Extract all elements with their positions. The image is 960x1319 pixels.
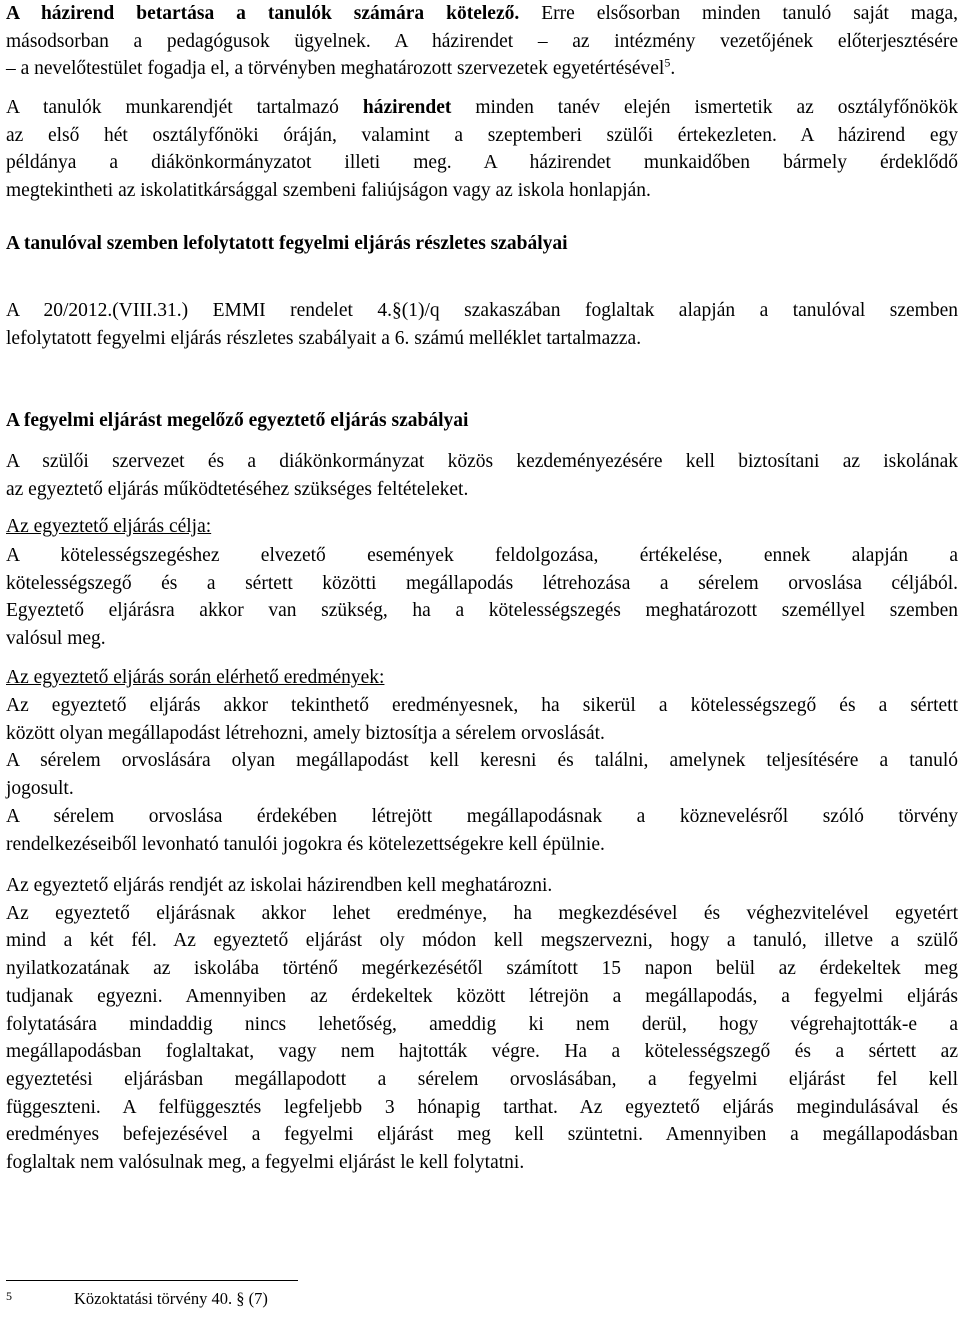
paragraph-purpose xyxy=(6,542,958,653)
text-span: – a nevelőtestület fogadja el, a törvényben meghatározott szervezetek egyetértésével xyxy=(6,58,665,80)
footnote-number: 5 xyxy=(6,1289,12,1303)
text-line xyxy=(6,94,958,122)
text-line: függeszteni. A felfüggesztés legfeljebb 3 hónapig tarthat. Az egyeztető eljárás megindulásával és xyxy=(6,1096,958,1118)
text-line: Az egyeztető eljárásnak akkor lehet eredménye, ha megkezdésével és véghezvitelével egyetért xyxy=(6,902,958,924)
bold-text: A házirend betartása a tanulók számára kötelező. xyxy=(6,3,520,24)
section-heading: A fegyelmi eljárást megelőző egyeztető eljárás szabályai xyxy=(6,410,469,431)
text-line: nyilatkozatának az iskolába történő megérkezésétől számított 15 napon belül az érdekeltek meg xyxy=(6,958,958,980)
text-span: Erre elsősorban minden tanuló saját maga, xyxy=(519,3,958,24)
text-line: Egyeztető eljárásra akkor van szükség, ha a kötelességszegés meghatározott személlyel szemben xyxy=(6,600,958,622)
text-line: mind a két fél. Az egyeztető eljárást oly módon kell megszervezni, hogy a tanuló, illetve a szülő xyxy=(6,930,958,952)
text-line: az egyeztető eljárás működtetéséhez szükséges feltételeket. xyxy=(6,478,469,500)
text-line: foglaltak nem valósulnak meg, a fegyelmi eljárást le kell folytatni. xyxy=(6,1152,525,1174)
text-line: egyeztetési eljárásban megállapodott a sérelem orvoslásában, a fegyelmi eljárást fel kell xyxy=(6,1068,958,1090)
text-line: között olyan megállapodást létrehozni, amely biztosítja a sérelem orvoslását. xyxy=(6,722,605,744)
text-line: az első hét osztályfőnöki óráján, valamint a szeptemberi szülői értekezleten. A házirend egy xyxy=(6,124,958,146)
section-heading: A tanulóval szemben lefolytatott fegyelmi eljárás részletes szabályai xyxy=(6,233,568,254)
text-line: kötelességszegő és a sértett közötti megállapodás létrehozása a sérelem orvoslása céljából. xyxy=(6,572,958,594)
subheading-results: Az egyeztető eljárás során elérhető eredmények: xyxy=(6,667,385,688)
text-line: rendelkezéseiből levonható tanulói jogokra és kötelezettségekre kell épülnie. xyxy=(6,833,605,855)
text-line: A sérelem orvoslása érdekében létrejött megállapodásnak a köznevelésről szóló törvény xyxy=(6,805,958,827)
footnote-text: Közoktatási törvény 40. § (7) xyxy=(74,1289,268,1308)
text-line: A kötelességszegéshez elvezető események feldolgozása, értékelése, ennek alapján a xyxy=(6,545,958,566)
text-line: valósul meg. xyxy=(6,628,106,650)
paragraph-procedure xyxy=(6,872,958,1177)
text-line: folytatására mindaddig nincs lehetőség, ameddig ki nem derül, hogy végrehajtották-e a xyxy=(6,1013,958,1035)
footnote-reference: 5 xyxy=(664,55,671,70)
paragraph-work-schedule xyxy=(6,94,958,205)
text-line: lefolytatott fegyelmi eljárás részletes szabályait a 6. számú melléklet tartalmazza. xyxy=(6,327,642,349)
footnote xyxy=(6,1288,268,1311)
paragraph-results xyxy=(6,692,958,858)
text-line: példánya a diákönkormányzatot illeti meg. A házirendet munkaidőben bármely érdeklődő xyxy=(6,152,958,174)
text-span: minden tanév elején ismertetik az osztályfőnökök xyxy=(451,97,958,118)
text-line xyxy=(6,0,958,28)
paragraph-regulation-reference xyxy=(6,297,958,352)
text-line: tudjanak egyezni. Amennyiben az érdekeltek között létrejön a megállapodás, a fegyelmi eljárás xyxy=(6,985,958,1007)
text-line xyxy=(6,55,958,83)
text-line: Az egyeztető eljárás akkor tekinthető eredményesnek, ha sikerül a kötelességszegő és a sértett xyxy=(6,695,958,716)
text-line: A szülői szervezet és a diákönkormányzat közös kezdeményezésére kell biztosítani az iskolának xyxy=(6,451,958,472)
text-line: jogosult. xyxy=(6,778,74,800)
text-span: . xyxy=(670,58,676,80)
text-span: A tanulók munkarendjét tartalmazó xyxy=(6,97,363,118)
paragraph-house-rules-intro xyxy=(6,0,958,83)
text-line: eredményes befejezésével a fegyelmi eljárást meg kell szüntetni. Amennyiben a megállapodásban xyxy=(6,1124,958,1146)
subheading-purpose: Az egyeztető eljárás célja: xyxy=(6,516,212,537)
text-line: A sérelem orvoslására olyan megállapodást kell keresni és találni, amelynek teljesítésére a tanuló xyxy=(6,750,958,772)
footnote-separator xyxy=(6,1280,298,1281)
text-line: másodsorban a pedagógusok ügyelnek. A házirendet – az intézmény vezetőjének előterjesztésére xyxy=(6,30,958,52)
text-line: Az egyeztető eljárás rendjét az iskolai házirendben kell meghatározni. xyxy=(6,875,553,896)
text-line: megállapodásban foglaltakat, vagy nem hajtották végre. Ha a kötelességszegő és a sértett az xyxy=(6,1041,958,1063)
paragraph-conditions xyxy=(6,448,958,503)
bold-text: házirendet xyxy=(362,97,452,118)
text-line: A 20/2012.(VIII.31.) EMMI rendelet 4.§(1)/q szakaszában foglaltak alapján a tanulóval szemben xyxy=(6,300,958,321)
text-line: megtekintheti az iskolatitkársággal szembeni faliújságon vagy az iskola honlapján. xyxy=(6,180,651,202)
